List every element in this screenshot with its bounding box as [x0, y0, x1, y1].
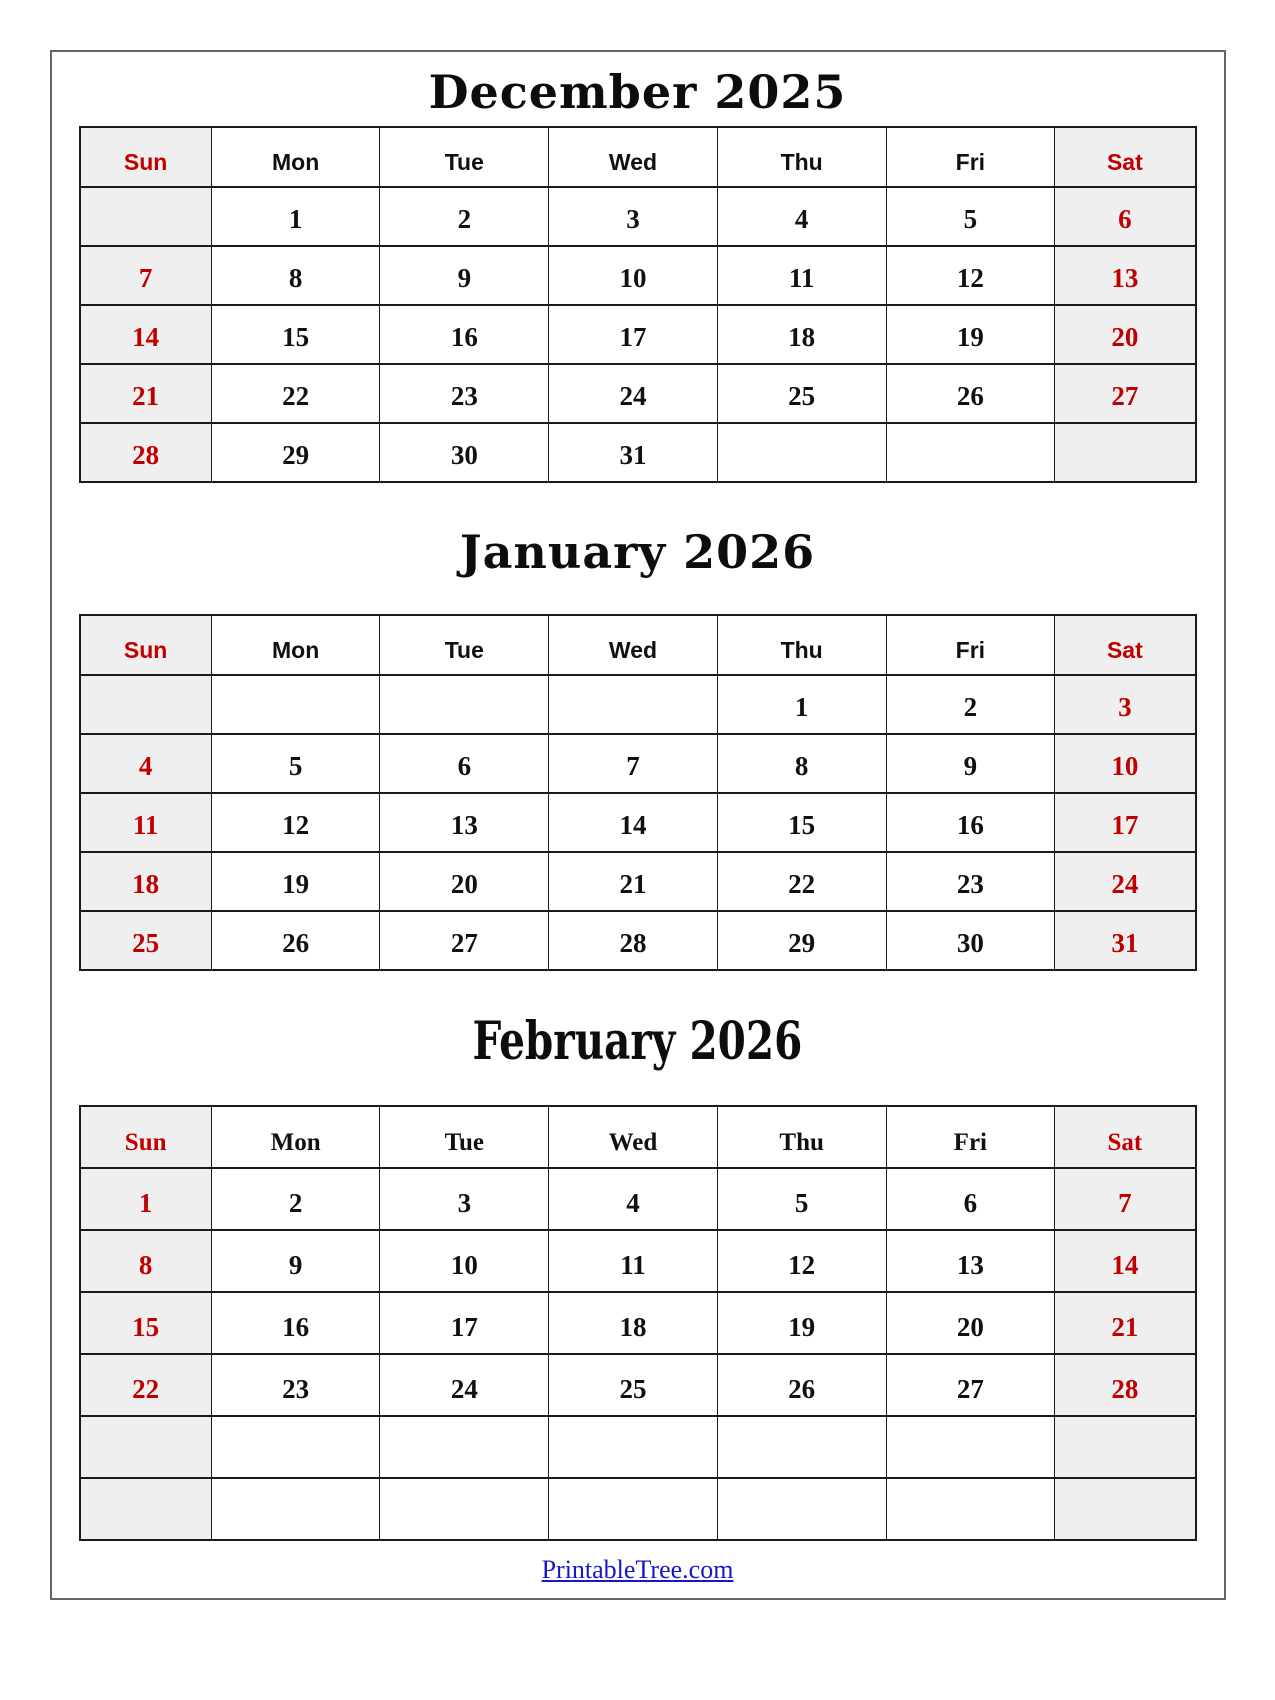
date-cell-18: 18: [549, 1292, 718, 1354]
week-row: [80, 1416, 1196, 1478]
date-cell-9: 9: [886, 734, 1055, 793]
date-cell-15: 15: [717, 793, 886, 852]
footer: [79, 1541, 1197, 1585]
empty-cell: [80, 675, 212, 734]
date-cell-11: 11: [717, 246, 886, 305]
week-row: [80, 1354, 1196, 1416]
date-cell-19: 19: [211, 852, 380, 911]
weekday-header-wed: Wed: [549, 1106, 718, 1168]
date-cell-16: 16: [380, 305, 549, 364]
date-cell-25: 25: [80, 911, 212, 970]
date-cell-22: 22: [211, 364, 380, 423]
date-cell-19: 19: [717, 1292, 886, 1354]
date-cell-20: 20: [886, 1292, 1055, 1354]
weekday-header-sat: Sat: [1055, 1106, 1196, 1168]
week-row: [80, 793, 1196, 852]
date-cell-24: 24: [380, 1354, 549, 1416]
date-cell-7: 7: [1055, 1168, 1196, 1230]
date-cell-20: 20: [1055, 305, 1196, 364]
date-cell-2: 2: [211, 1168, 380, 1230]
weekday-header-tue: Tue: [380, 127, 549, 187]
weekday-header-mon: Mon: [211, 127, 380, 187]
date-cell-27: 27: [380, 911, 549, 970]
date-cell-14: 14: [549, 793, 718, 852]
date-cell-8: 8: [211, 246, 380, 305]
date-cell-1: 1: [717, 675, 886, 734]
weekday-header-fri: Fri: [886, 1106, 1055, 1168]
date-cell-14: 14: [80, 305, 212, 364]
date-cell-4: 4: [80, 734, 212, 793]
empty-cell: [80, 1478, 212, 1540]
calendar-table-february-2026: [79, 1105, 1197, 1541]
date-cell-3: 3: [380, 1168, 549, 1230]
empty-cell: [886, 423, 1055, 482]
date-cell-4: 4: [549, 1168, 718, 1230]
week-row: [80, 1230, 1196, 1292]
weekday-header-mon: Mon: [211, 1106, 380, 1168]
date-cell-7: 7: [549, 734, 718, 793]
date-cell-23: 23: [380, 364, 549, 423]
weekday-header-tue: Tue: [380, 1106, 549, 1168]
date-cell-22: 22: [717, 852, 886, 911]
empty-cell: [80, 1416, 212, 1478]
date-cell-2: 2: [380, 187, 549, 246]
week-row: [80, 852, 1196, 911]
date-cell-30: 30: [886, 911, 1055, 970]
date-cell-17: 17: [549, 305, 718, 364]
date-cell-10: 10: [380, 1230, 549, 1292]
weekday-header-tue: Tue: [380, 615, 549, 675]
month-title-february-2026: [79, 971, 1197, 1105]
date-cell-28: 28: [549, 911, 718, 970]
date-cell-21: 21: [80, 364, 212, 423]
date-cell-13: 13: [380, 793, 549, 852]
weekday-header-thu: Thu: [717, 127, 886, 187]
week-row: [80, 364, 1196, 423]
month-title-text: February 2026: [472, 1011, 803, 1072]
date-cell-18: 18: [717, 305, 886, 364]
week-row: [80, 246, 1196, 305]
date-cell-25: 25: [717, 364, 886, 423]
empty-cell: [380, 675, 549, 734]
date-cell-28: 28: [1055, 1354, 1196, 1416]
empty-cell: [211, 1416, 380, 1478]
week-row: [80, 1168, 1196, 1230]
date-cell-2: 2: [886, 675, 1055, 734]
week-row: [80, 675, 1196, 734]
empty-cell: [886, 1416, 1055, 1478]
weekday-header-mon: Mon: [211, 615, 380, 675]
weekday-header-sat: Sat: [1055, 127, 1196, 187]
date-cell-6: 6: [886, 1168, 1055, 1230]
date-cell-16: 16: [886, 793, 1055, 852]
calendar-content: [79, 52, 1197, 1585]
date-cell-27: 27: [1055, 364, 1196, 423]
weekday-header-wed: Wed: [549, 127, 718, 187]
empty-cell: [1055, 1416, 1196, 1478]
date-cell-5: 5: [717, 1168, 886, 1230]
date-cell-5: 5: [211, 734, 380, 793]
empty-cell: [549, 1478, 718, 1540]
empty-cell: [380, 1416, 549, 1478]
date-cell-25: 25: [549, 1354, 718, 1416]
date-cell-20: 20: [380, 852, 549, 911]
empty-cell: [80, 187, 212, 246]
date-cell-12: 12: [717, 1230, 886, 1292]
date-cell-3: 3: [1055, 675, 1196, 734]
date-cell-17: 17: [1055, 793, 1196, 852]
empty-cell: [549, 675, 718, 734]
weekday-header-wed: Wed: [549, 615, 718, 675]
date-cell-15: 15: [211, 305, 380, 364]
month-february-2026: [79, 971, 1197, 1541]
empty-cell: [717, 1478, 886, 1540]
weekday-header-fri: Fri: [886, 615, 1055, 675]
date-cell-26: 26: [211, 911, 380, 970]
month-title-january-2026: January 2026: [459, 525, 816, 579]
week-row: [80, 187, 1196, 246]
week-row: [80, 305, 1196, 364]
footer-link[interactable]: PrintableTree.com: [541, 1555, 734, 1584]
weekday-header-thu: Thu: [717, 615, 886, 675]
date-cell-24: 24: [549, 364, 718, 423]
date-cell-12: 12: [211, 793, 380, 852]
week-row: [80, 423, 1196, 482]
empty-cell: [380, 1478, 549, 1540]
date-cell-21: 21: [549, 852, 718, 911]
week-row: [80, 911, 1196, 970]
date-cell-1: 1: [80, 1168, 212, 1230]
date-cell-3: 3: [549, 187, 718, 246]
date-cell-29: 29: [717, 911, 886, 970]
date-cell-28: 28: [80, 423, 212, 482]
date-cell-26: 26: [886, 364, 1055, 423]
date-cell-9: 9: [380, 246, 549, 305]
empty-cell: [886, 1478, 1055, 1540]
weekday-header-sun: Sun: [80, 1106, 212, 1168]
weekday-header-sat: Sat: [1055, 615, 1196, 675]
date-cell-10: 10: [1055, 734, 1196, 793]
date-cell-22: 22: [80, 1354, 212, 1416]
date-cell-14: 14: [1055, 1230, 1196, 1292]
date-cell-5: 5: [886, 187, 1055, 246]
date-cell-26: 26: [717, 1354, 886, 1416]
date-cell-12: 12: [886, 246, 1055, 305]
week-row: [80, 1478, 1196, 1540]
week-row: [80, 734, 1196, 793]
date-cell-6: 6: [1055, 187, 1196, 246]
weekday-header-sun: Sun: [80, 615, 212, 675]
date-cell-23: 23: [211, 1354, 380, 1416]
date-cell-8: 8: [80, 1230, 212, 1292]
date-cell-11: 11: [80, 793, 212, 852]
date-cell-7: 7: [80, 246, 212, 305]
date-cell-18: 18: [80, 852, 212, 911]
date-cell-6: 6: [380, 734, 549, 793]
empty-cell: [1055, 1478, 1196, 1540]
empty-cell: [1055, 423, 1196, 482]
date-cell-19: 19: [886, 305, 1055, 364]
month-january-2026: [79, 483, 1197, 971]
date-cell-9: 9: [211, 1230, 380, 1292]
date-cell-17: 17: [380, 1292, 549, 1354]
date-cell-1: 1: [211, 187, 380, 246]
date-cell-16: 16: [211, 1292, 380, 1354]
calendar-page: [0, 50, 1275, 1700]
date-cell-29: 29: [211, 423, 380, 482]
empty-cell: [211, 675, 380, 734]
calendar-table-december-2025: [79, 126, 1197, 483]
month-title-december-2025: December 2025: [428, 65, 847, 119]
date-cell-15: 15: [80, 1292, 212, 1354]
date-cell-4: 4: [717, 187, 886, 246]
calendar-table-january-2026: [79, 614, 1197, 971]
date-cell-10: 10: [549, 246, 718, 305]
date-cell-13: 13: [886, 1230, 1055, 1292]
empty-cell: [549, 1416, 718, 1478]
weekday-header-fri: Fri: [886, 127, 1055, 187]
weekday-header-sun: Sun: [80, 127, 212, 187]
date-cell-31: 31: [1055, 911, 1196, 970]
empty-cell: [211, 1478, 380, 1540]
date-cell-13: 13: [1055, 246, 1196, 305]
month-december-2025: [79, 52, 1197, 483]
date-cell-11: 11: [549, 1230, 718, 1292]
weekday-header-thu: Thu: [717, 1106, 886, 1168]
page-border-frame: [50, 50, 1226, 1600]
date-cell-8: 8: [717, 734, 886, 793]
date-cell-21: 21: [1055, 1292, 1196, 1354]
week-row: [80, 1292, 1196, 1354]
empty-cell: [717, 423, 886, 482]
date-cell-27: 27: [886, 1354, 1055, 1416]
date-cell-23: 23: [886, 852, 1055, 911]
date-cell-30: 30: [380, 423, 549, 482]
date-cell-24: 24: [1055, 852, 1196, 911]
date-cell-31: 31: [549, 423, 718, 482]
empty-cell: [717, 1416, 886, 1478]
